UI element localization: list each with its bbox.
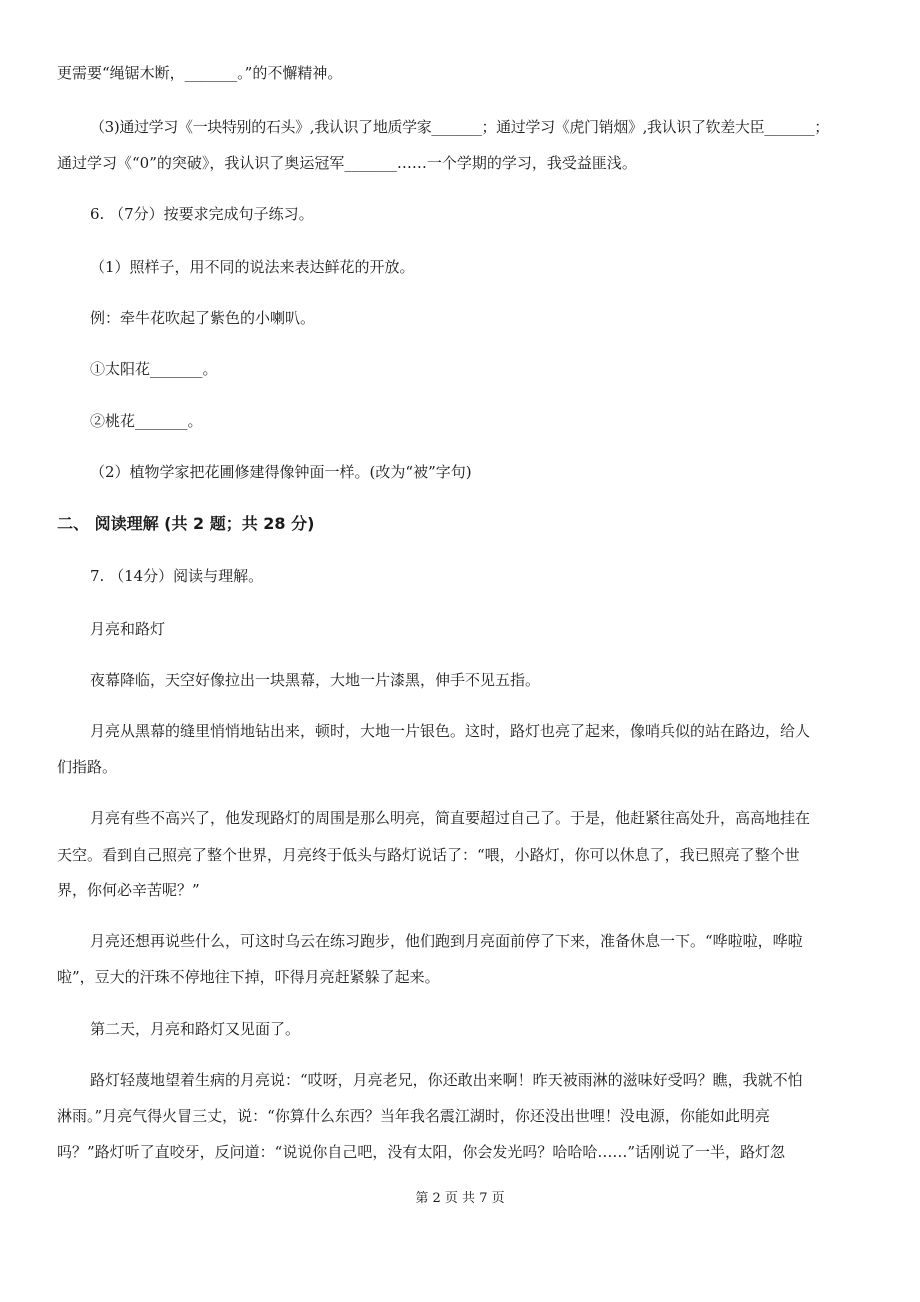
text-line: 更需要“绳锯木断，_______。”的不懈精神。 (57, 64, 343, 82)
text-line: 夜幕降临，天空好像拉出一块黑幕，大地一片漆黑，伸手不见五指。 (90, 671, 541, 689)
text-line: 淋雨。”月亮气得火冒三丈，说：“你算什么东西？当年我名震江湖时，你还没出世哩！没电源，你能如此明亮 (57, 1107, 770, 1125)
passage-title: 月亮和路灯 (90, 620, 166, 638)
question-6-title: 6. （7分）按要求完成句子练习。 (90, 205, 314, 223)
question-7-title: 7. （14分）阅读与理解。 (90, 567, 264, 585)
text-line: 第二天，月亮和路灯又见面了。 (90, 1020, 301, 1038)
text-line: 例：牵牛花吹起了紫色的小喇叭。 (90, 309, 316, 327)
text-line: 月亮有些不高兴了，他发现路灯的周围是那么明亮，简直要超过自己了。于是，他赶紧往高处升，高高地挂在 (90, 809, 811, 827)
text-line: 通过学习《“0”的突破》，我认识了奥运冠军_______……一个学期的学习，我受益匪浅。 (57, 154, 637, 172)
text-line: 天空。看到自己照亮了整个世界，月亮终于低头与路灯说话了：“喂，小路灯，你可以休息了，我已照亮了整个世 (57, 846, 800, 864)
text-line: （3)通过学习《一块特别的石头》,我认识了地质学家_______；通过学习《虎门销烟》,我认识了钦差大臣_______； (90, 118, 829, 136)
page-footer: 第 2 页 共 7 页 (415, 1191, 505, 1206)
text-line: （2）植物学家把花圃修建得像钟面一样。(改为“被”字句) (90, 463, 472, 481)
text-line: 吗？”路灯听了直咬牙，反问道：“说说你自己吧，没有太阳，你会发光吗？哈哈哈……”话刚说了一半，路灯忽 (57, 1143, 786, 1161)
text-line: 啦”，豆大的汗珠不停地往下掉，吓得月亮赶紧躲了起来。 (57, 968, 440, 986)
text-line: 们指路。 (57, 758, 118, 776)
text-line: 路灯轻蔑地望着生病的月亮说：“哎呀，月亮老兄，你还敢出来啊！昨天被雨淋的滋味好受吗？瞧，我就不怕 (90, 1071, 803, 1089)
text-line: ②桃花_______。 (90, 412, 203, 430)
section-heading: 二、 阅读理解 (共 2 题；共 28 分) (57, 514, 315, 533)
text-line: （1）照样子，用不同的说法来表达鲜花的开放。 (90, 258, 415, 276)
text-line: 月亮还想再说些什么，可这时乌云在练习跑步，他们跑到月亮面前停了下来，准备休息一下。“哗啦啦，哗啦 (90, 932, 803, 950)
text-line: 界，你何必辛苦呢？” (57, 881, 200, 899)
text-line: ①太阳花_______。 (90, 360, 218, 378)
text-line: 月亮从黑幕的缝里悄悄地钻出来，顿时，大地一片银色。这时，路灯也亮了起来，像哨兵似的站在路边，给人 (90, 722, 811, 740)
